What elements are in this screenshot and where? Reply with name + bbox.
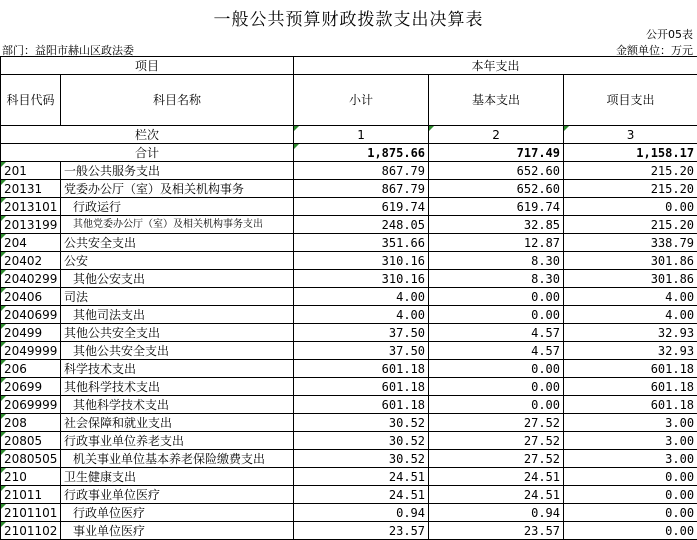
row-basic: 4.57 bbox=[429, 324, 564, 342]
column-number-3: 3 bbox=[564, 126, 697, 144]
row-code: 20131 bbox=[1, 180, 61, 198]
table-row bbox=[1, 378, 697, 396]
row-subtotal: 0.94 bbox=[294, 504, 429, 522]
row-subtotal: 4.00 bbox=[294, 306, 429, 324]
row-code: 20699 bbox=[1, 378, 61, 396]
unit-label: 金额单位：万元 bbox=[616, 42, 693, 58]
row-basic: 27.52 bbox=[429, 450, 564, 468]
row-project: 4.00 bbox=[564, 288, 697, 306]
row-name: 公共安全支出 bbox=[61, 234, 294, 252]
total-row bbox=[1, 144, 697, 162]
header-row-2 bbox=[1, 75, 697, 126]
row-project: 215.20 bbox=[564, 162, 697, 180]
row-subtotal: 619.74 bbox=[294, 198, 429, 216]
row-basic: 0.00 bbox=[429, 378, 564, 396]
total-basic: 717.49 bbox=[429, 144, 564, 162]
row-basic: 0.00 bbox=[429, 306, 564, 324]
row-subtotal: 4.00 bbox=[294, 288, 429, 306]
row-subtotal: 30.52 bbox=[294, 414, 429, 432]
header-project: 项目支出 bbox=[564, 75, 697, 126]
row-basic: 32.85 bbox=[429, 216, 564, 234]
row-code: 2049999 bbox=[1, 342, 61, 360]
row-code: 206 bbox=[1, 360, 61, 378]
form-number: 公开05表 bbox=[646, 26, 693, 42]
row-subtotal: 351.66 bbox=[294, 234, 429, 252]
row-code: 2101101 bbox=[1, 504, 61, 522]
total-subtotal: 1,875.66 bbox=[294, 144, 429, 162]
row-code: 2069999 bbox=[1, 396, 61, 414]
row-name: 公安 bbox=[61, 252, 294, 270]
row-basic: 619.74 bbox=[429, 198, 564, 216]
row-subtotal: 867.79 bbox=[294, 162, 429, 180]
row-subtotal: 37.50 bbox=[294, 324, 429, 342]
row-project: 301.86 bbox=[564, 252, 697, 270]
row-project: 215.20 bbox=[564, 180, 697, 198]
header-current-year: 本年支出 bbox=[294, 57, 697, 75]
row-project: 0.00 bbox=[564, 504, 697, 522]
row-basic: 0.00 bbox=[429, 288, 564, 306]
row-project: 338.79 bbox=[564, 234, 697, 252]
row-name: 行政运行 bbox=[61, 198, 294, 216]
row-basic: 0.94 bbox=[429, 504, 564, 522]
row-project: 0.00 bbox=[564, 468, 697, 486]
row-name: 社会保障和就业支出 bbox=[61, 414, 294, 432]
table-row bbox=[1, 216, 697, 234]
row-name: 其他科学技术支出 bbox=[61, 396, 294, 414]
row-code: 2013101 bbox=[1, 198, 61, 216]
row-basic: 12.87 bbox=[429, 234, 564, 252]
table-row bbox=[1, 504, 697, 522]
row-name: 行政事业单位养老支出 bbox=[61, 432, 294, 450]
expenditure-table bbox=[0, 56, 697, 540]
row-name: 卫生健康支出 bbox=[61, 468, 294, 486]
row-name: 其他公安支出 bbox=[61, 270, 294, 288]
row-subtotal: 601.18 bbox=[294, 396, 429, 414]
row-code: 204 bbox=[1, 234, 61, 252]
row-basic: 24.51 bbox=[429, 486, 564, 504]
row-name: 其他公共安全支出 bbox=[61, 342, 294, 360]
row-project: 3.00 bbox=[564, 432, 697, 450]
table-row bbox=[1, 162, 697, 180]
table-row bbox=[1, 414, 697, 432]
row-subtotal: 24.51 bbox=[294, 468, 429, 486]
row-basic: 27.52 bbox=[429, 414, 564, 432]
row-code: 201 bbox=[1, 162, 61, 180]
row-basic: 0.00 bbox=[429, 396, 564, 414]
row-subtotal: 601.18 bbox=[294, 360, 429, 378]
row-code: 2040299 bbox=[1, 270, 61, 288]
row-subtotal: 23.57 bbox=[294, 522, 429, 540]
table-row bbox=[1, 180, 697, 198]
column-number-row bbox=[1, 126, 697, 144]
row-code: 20499 bbox=[1, 324, 61, 342]
row-project: 0.00 bbox=[564, 198, 697, 216]
column-number-label: 栏次 bbox=[1, 126, 294, 144]
row-project: 4.00 bbox=[564, 306, 697, 324]
table-row bbox=[1, 522, 697, 540]
row-project: 215.20 bbox=[564, 216, 697, 234]
row-subtotal: 37.50 bbox=[294, 342, 429, 360]
row-subtotal: 310.16 bbox=[294, 270, 429, 288]
table-row bbox=[1, 486, 697, 504]
row-project: 3.00 bbox=[564, 450, 697, 468]
row-name: 科学技术支出 bbox=[61, 360, 294, 378]
row-basic: 652.60 bbox=[429, 180, 564, 198]
row-code: 2013199 bbox=[1, 216, 61, 234]
row-basic: 652.60 bbox=[429, 162, 564, 180]
report-title: 一般公共预算财政拨款支出决算表 bbox=[0, 5, 697, 30]
column-number-2: 2 bbox=[429, 126, 564, 144]
row-code: 2101102 bbox=[1, 522, 61, 540]
row-code: 2080505 bbox=[1, 450, 61, 468]
row-code: 20805 bbox=[1, 432, 61, 450]
row-project: 0.00 bbox=[564, 486, 697, 504]
table-row bbox=[1, 450, 697, 468]
table-row bbox=[1, 360, 697, 378]
row-subtotal: 310.16 bbox=[294, 252, 429, 270]
table-row bbox=[1, 288, 697, 306]
total-project: 1,158.17 bbox=[564, 144, 697, 162]
row-basic: 0.00 bbox=[429, 360, 564, 378]
row-code: 210 bbox=[1, 468, 61, 486]
row-basic: 27.52 bbox=[429, 432, 564, 450]
department-label: 部门：益阳市赫山区政法委 bbox=[2, 42, 134, 58]
row-basic: 24.51 bbox=[429, 468, 564, 486]
row-project: 3.00 bbox=[564, 414, 697, 432]
row-subtotal: 867.79 bbox=[294, 180, 429, 198]
row-name: 机关事业单位基本养老保险缴费支出 bbox=[61, 450, 294, 468]
row-project: 601.18 bbox=[564, 378, 697, 396]
row-code: 20402 bbox=[1, 252, 61, 270]
table-row bbox=[1, 342, 697, 360]
row-subtotal: 24.51 bbox=[294, 486, 429, 504]
header-name: 科目名称 bbox=[61, 75, 294, 126]
header-row-1 bbox=[1, 57, 697, 75]
row-project: 601.18 bbox=[564, 360, 697, 378]
table-row bbox=[1, 270, 697, 288]
header-item: 项目 bbox=[1, 57, 294, 75]
row-project: 32.93 bbox=[564, 324, 697, 342]
row-subtotal: 601.18 bbox=[294, 378, 429, 396]
row-code: 208 bbox=[1, 414, 61, 432]
row-name: 党委办公厅（室）及相关机构事务 bbox=[61, 180, 294, 198]
row-project: 301.86 bbox=[564, 270, 697, 288]
row-subtotal: 30.52 bbox=[294, 432, 429, 450]
row-name: 其他司法支出 bbox=[61, 306, 294, 324]
row-basic: 23.57 bbox=[429, 522, 564, 540]
row-name: 其他科学技术支出 bbox=[61, 378, 294, 396]
row-basic: 8.30 bbox=[429, 270, 564, 288]
row-name: 司法 bbox=[61, 288, 294, 306]
header-basic: 基本支出 bbox=[429, 75, 564, 126]
table-row bbox=[1, 324, 697, 342]
header-code: 科目代码 bbox=[1, 75, 61, 126]
table-row bbox=[1, 468, 697, 486]
table-row bbox=[1, 396, 697, 414]
header-subtotal: 小计 bbox=[294, 75, 429, 126]
row-project: 601.18 bbox=[564, 396, 697, 414]
row-subtotal: 248.05 bbox=[294, 216, 429, 234]
table-row bbox=[1, 252, 697, 270]
row-code: 20406 bbox=[1, 288, 61, 306]
row-project: 32.93 bbox=[564, 342, 697, 360]
row-code: 21011 bbox=[1, 486, 61, 504]
row-name: 事业单位医疗 bbox=[61, 522, 294, 540]
row-basic: 8.30 bbox=[429, 252, 564, 270]
row-project: 0.00 bbox=[564, 522, 697, 540]
row-name: 行政单位医疗 bbox=[61, 504, 294, 522]
table-row bbox=[1, 306, 697, 324]
table-row bbox=[1, 198, 697, 216]
row-name: 其他党委办公厅（室）及相关机构事务支出 bbox=[61, 216, 294, 234]
total-label: 合计 bbox=[1, 144, 294, 162]
table-row bbox=[1, 432, 697, 450]
table-row bbox=[1, 234, 697, 252]
row-name: 行政事业单位医疗 bbox=[61, 486, 294, 504]
row-name: 一般公共服务支出 bbox=[61, 162, 294, 180]
column-number-1: 1 bbox=[294, 126, 429, 144]
row-subtotal: 30.52 bbox=[294, 450, 429, 468]
row-code: 2040699 bbox=[1, 306, 61, 324]
row-basic: 4.57 bbox=[429, 342, 564, 360]
row-name: 其他公共安全支出 bbox=[61, 324, 294, 342]
